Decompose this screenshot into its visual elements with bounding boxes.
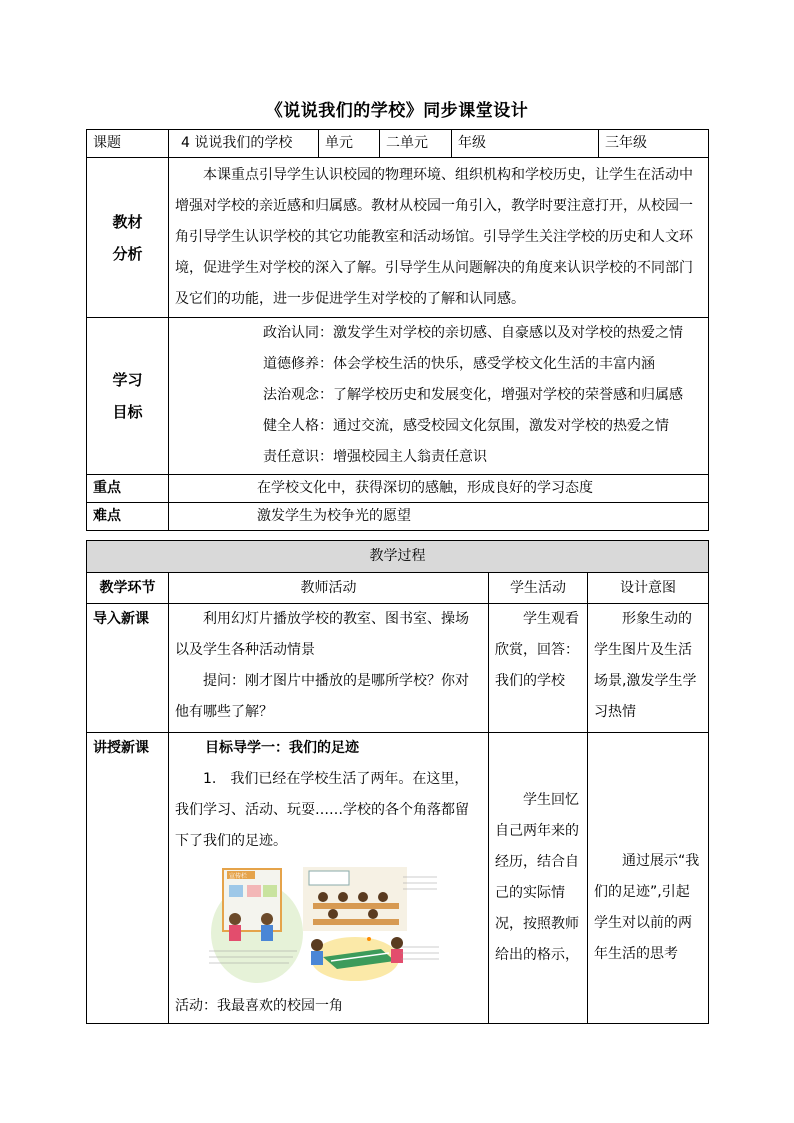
process-columns-row xyxy=(87,573,709,604)
column-stage: 教学环节 xyxy=(87,573,169,604)
analysis-text: 本课重点引导学生认识校园的物理环境、组织机构和学校历史，让学生在活动中增强对学校的亲近感和归属感。教材从校园一角引入，教学时要注意打开，从校园一角引导学生认识学校的其它功能教室和活动场馆。引导学生关注学校的历史和人文环境，促进学生对学校的深入了解。引导学生从问题解决的角度来认识学校的不同部门及它们的功能，进一步促进学生对学校的了解和认同感。 xyxy=(169,158,709,318)
key-point-label: 重点 xyxy=(87,475,169,503)
teacher-heading: 目标导学一：我们的足迹 xyxy=(205,740,359,756)
goals-row xyxy=(87,318,709,475)
stage-cell: 讲授新课 xyxy=(87,733,169,1024)
table-row xyxy=(87,604,709,733)
column-student: 学生活动 xyxy=(489,573,588,604)
child-head xyxy=(378,892,388,902)
teaching-process-table xyxy=(86,540,709,1024)
info-row xyxy=(87,130,709,158)
grade-label: 年级 xyxy=(452,130,599,158)
poster xyxy=(229,885,243,897)
topic-value: 4 说说我们的学校 xyxy=(169,130,319,158)
student-cell: 学生回忆自己两年来的经历，结合自己的实际情况，按照教师给出的格示， xyxy=(489,733,588,1024)
student-cell: 学生观看欣赏，回答：我们的学校 xyxy=(489,604,588,733)
goal-item: 政治认同：激发学生对学校的亲切感、自豪感以及对学校的热爱之情 xyxy=(263,325,683,341)
column-intent: 设计意图 xyxy=(588,573,709,604)
analysis-row xyxy=(87,158,709,318)
difficulty-label: 难点 xyxy=(87,503,169,531)
teacher-cell: 目标导学一：我们的足迹 1. 我们已经在学校生活了两年。在这里，我们学习、活动、玩耍……学校的各个角落都留下了我们的足迹。 宣传栏 活动：我最喜欢的校园一角 xyxy=(169,733,489,1024)
goal-item: 健全人格：通过交流，感受校园文化氛围，激发对学校的热爱之情 xyxy=(263,418,669,434)
key-point-row xyxy=(87,475,709,503)
unit-value: 二单元 xyxy=(380,130,452,158)
child-body xyxy=(261,925,273,941)
table-row xyxy=(87,733,709,1024)
key-point-text: 在学校文化中，获得深切的感触，形成良好的学习态度 xyxy=(169,475,709,503)
unit-label: 单元 xyxy=(319,130,380,158)
child-head xyxy=(368,909,378,919)
school-footprints-illustration xyxy=(205,863,441,983)
child-body xyxy=(311,951,323,965)
teacher-cell: 利用幻灯片播放学校的教室、图书室、操场以及学生各种活动情景 提问：刚才图片中播放的是哪所学校？你对他有哪些了解？ xyxy=(169,604,489,733)
goal-item: 道德修养：体会学校生活的快乐，感受学校文化生活的丰富内涵 xyxy=(263,356,655,372)
analysis-label: 教材 分析 xyxy=(87,158,169,318)
column-teacher: 教师活动 xyxy=(169,573,489,604)
child-head xyxy=(318,892,328,902)
child-body xyxy=(391,949,403,963)
goals-list xyxy=(169,318,709,475)
process-header: 教学过程 xyxy=(87,541,709,573)
poster xyxy=(247,885,261,897)
intent-cell: 通过展示“我们的足迹”,引起学生对以前的两年生活的思考 xyxy=(588,733,709,1024)
difficulty-text: 激发学生为校争光的愿望 xyxy=(169,503,709,531)
child-head xyxy=(261,913,273,925)
difficulty-row xyxy=(87,503,709,531)
child-head xyxy=(338,892,348,902)
process-header-row xyxy=(87,541,709,573)
activity-line: 活动：我最喜欢的校园一角 xyxy=(175,998,343,1014)
goal-item: 法治观念：了解学校历史和发展变化，增强对学校的荣誉感和归属感 xyxy=(263,387,683,403)
stage-cell: 导入新课 xyxy=(87,604,169,733)
pingpong-ball xyxy=(367,937,371,941)
child-head xyxy=(328,909,338,919)
child-head xyxy=(358,892,368,902)
intent-cell: 形象生动的学生图片及生活场景,激发学生学习热情 xyxy=(588,604,709,733)
grade-value: 三年级 xyxy=(599,130,709,158)
child-head xyxy=(311,939,323,951)
notice-board-title: 宣传栏 xyxy=(229,873,248,880)
desk xyxy=(313,903,399,909)
child-head xyxy=(229,913,241,925)
poster xyxy=(263,885,277,897)
page-title: 《说说我们的学校》同步课堂设计 xyxy=(265,101,529,121)
lesson-info-table xyxy=(86,129,709,531)
goals-label: 学习 目标 xyxy=(87,318,169,475)
child-body xyxy=(229,925,241,941)
goal-item: 责任意识：增强校园主人翁责任意识 xyxy=(263,449,487,465)
desk xyxy=(313,919,399,925)
window xyxy=(309,871,349,885)
topic-label: 课题 xyxy=(87,130,169,158)
